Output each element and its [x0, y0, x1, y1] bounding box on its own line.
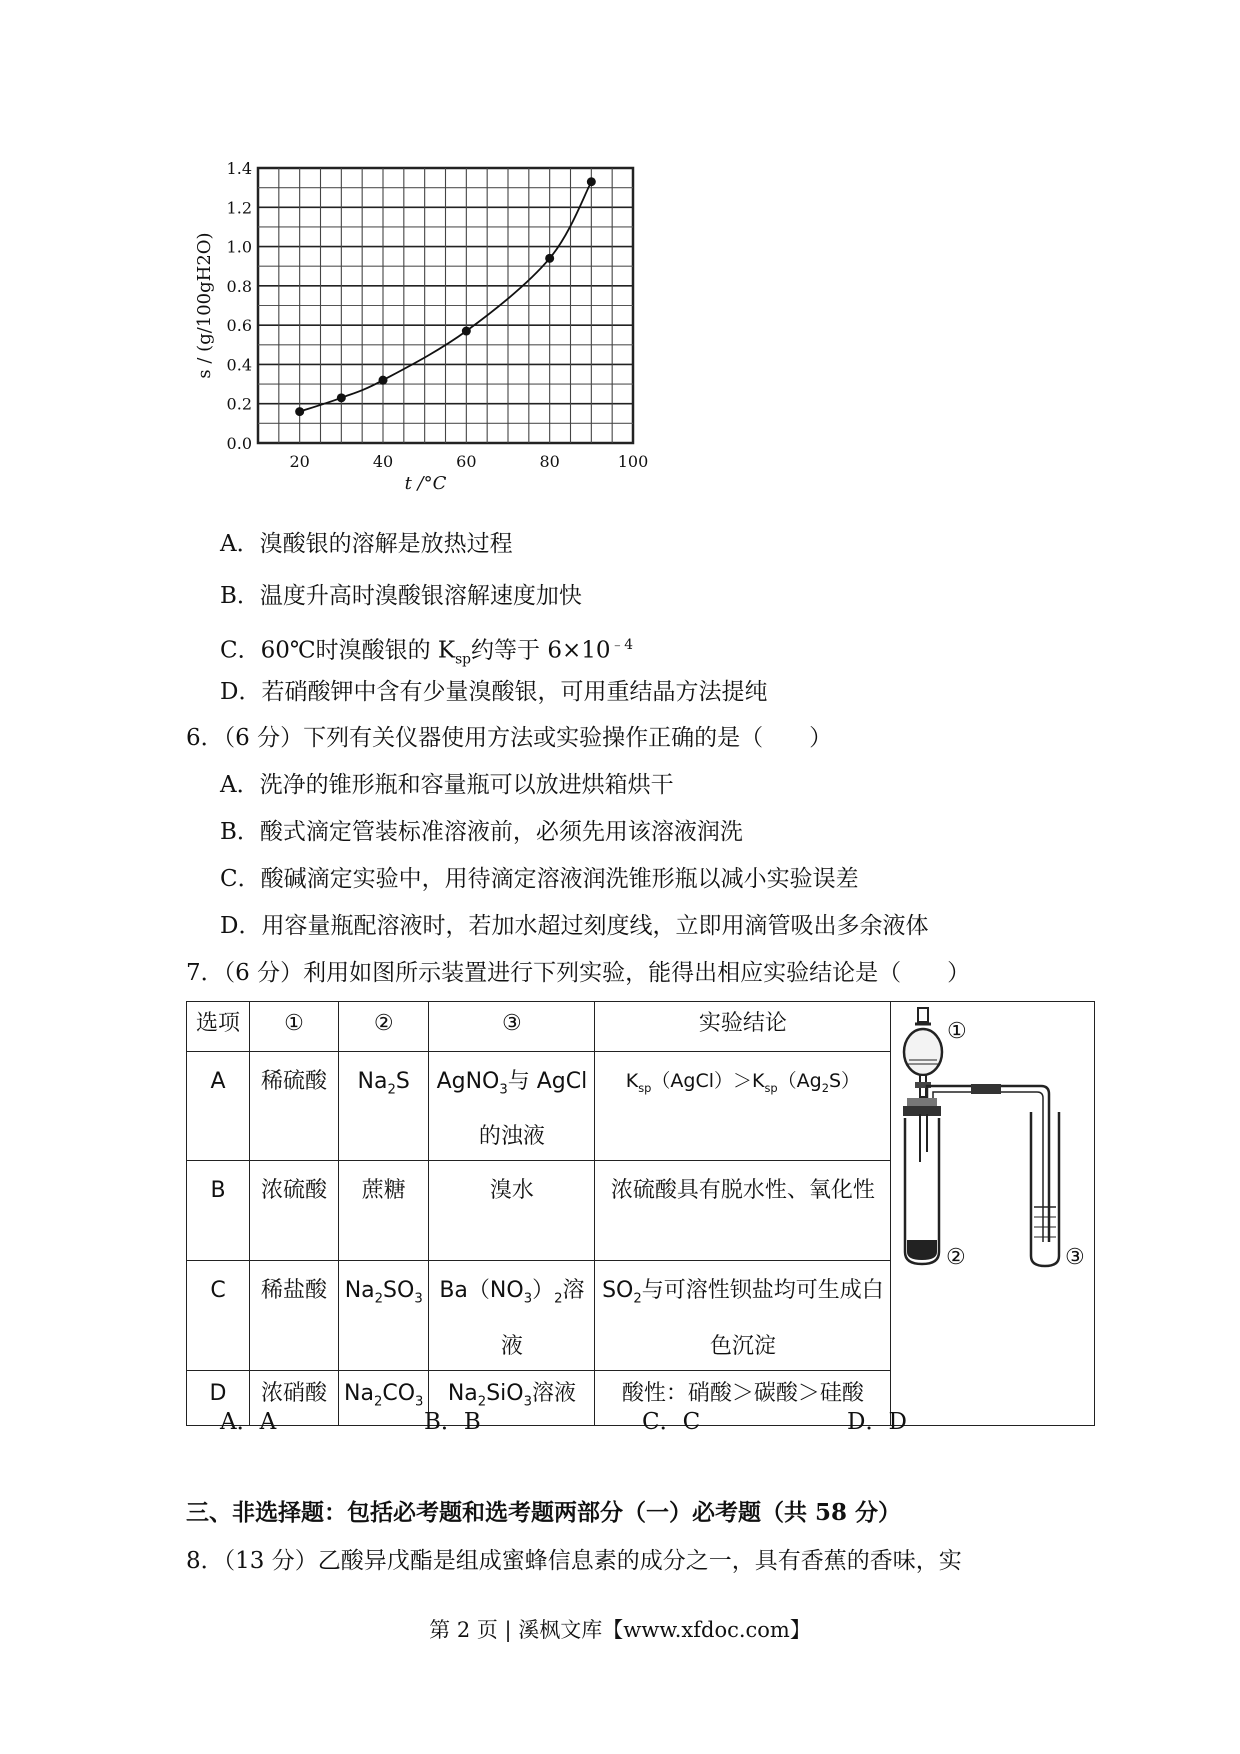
q6-option-a: A．洗净的锥形瓶和容量瓶可以放进烘箱烘干: [220, 772, 674, 798]
row-d-col3: $Na_2SiO_3$溶液: [429, 1370, 595, 1425]
y-axis-label: s / (g/100gH2O): [195, 232, 215, 379]
y-tick-label: 0.0: [226, 434, 252, 453]
q5-option-a: A．溴酸银的溶解是放热过程: [220, 531, 513, 557]
data-point: [337, 393, 346, 402]
label-2: ②: [946, 1245, 967, 1270]
y-tick-label: 1.4: [226, 160, 252, 178]
q7-table: [186, 1001, 1095, 1426]
header-option: 选项: [187, 1002, 250, 1052]
row-a-col3: AgNO$_3$与 AgCl 的浊液: [429, 1052, 595, 1161]
x-tick-label: 80: [539, 452, 560, 471]
row-d-option: D: [187, 1370, 250, 1425]
row-a-col2: $Na_2S$: [339, 1052, 429, 1161]
q6-option-d: D．用容量瓶配溶液时，若加水超过刻度线，立即用滴管吸出多余液体: [220, 913, 929, 939]
data-point: [545, 254, 554, 263]
y-tick-label: 0.6: [226, 316, 252, 336]
row-a-col1: 稀硫酸: [250, 1052, 339, 1161]
header-3: ③: [429, 1002, 595, 1052]
x-axis-label: t /°C: [404, 473, 447, 494]
y-tick-label: 0.2: [226, 394, 252, 414]
row-b-col3: 溴水: [429, 1161, 595, 1261]
y-tick-label: 1.0: [226, 237, 252, 257]
q7-choice-b: B．B: [424, 1409, 481, 1435]
solubility-chart-svg: [195, 160, 655, 500]
q6-stem: 6．（6 分）下列有关仪器使用方法或实验操作正确的是（ ）: [186, 725, 833, 751]
row-c-option: C: [187, 1261, 250, 1370]
row-c-conclusion: $SO_2$与可溶性钡盐均可生成白色沉淀: [595, 1261, 891, 1370]
q5-option-b: B．温度升高时溴酸银溶解速度加快: [220, 583, 582, 609]
q7-choice-d: D．D: [847, 1409, 907, 1435]
x-tick-label: 20: [289, 452, 310, 471]
x-tick-label: 100: [617, 452, 649, 471]
label-1: ①: [947, 1019, 968, 1044]
table-header-row: [187, 1002, 1095, 1052]
row-b-col2: 蔗糖: [339, 1161, 429, 1261]
y-tick-label: 0.8: [226, 276, 252, 296]
q6-option-c: C．酸碱滴定实验中，用待滴定溶液润洗锥形瓶以减小实验误差: [220, 866, 859, 892]
q5-option-c: C．60℃时溴酸银的 $K_{sp}$约等于 $6\times 10^{﹣4}$: [220, 637, 634, 668]
section-3-heading: 三、非选择题：包括必考题和选考题两部分（一）必考题（共 58 分）: [186, 1499, 902, 1526]
header-2: ②: [339, 1002, 429, 1052]
apparatus-diagram: [891, 1002, 1091, 1402]
x-tick-label: 60: [456, 452, 477, 471]
y-tick-label: 1.2: [226, 198, 252, 218]
row-d-col1: 浓硝酸: [250, 1370, 339, 1425]
solubility-chart: [195, 160, 655, 500]
label-3: ③: [1065, 1245, 1086, 1270]
q7-stem: 7．（6 分）利用如图所示装置进行下列实验，能得出相应实验结论是（ ）: [186, 960, 971, 986]
q7-choice-c: C．C: [642, 1409, 701, 1435]
data-point: [587, 177, 596, 186]
q5-option-d: D．若硝酸钾中含有少量溴酸银，可用重结晶方法提纯: [220, 679, 768, 705]
q6-option-b: B．酸式滴定管装标准溶液前，必须先用该溶液润洗: [220, 819, 743, 845]
y-tick-label: 0.4: [226, 355, 252, 375]
row-a-option: A: [187, 1052, 250, 1161]
data-point: [462, 327, 471, 336]
x-tick-label: 40: [372, 452, 394, 471]
header-conclusion: 实验结论: [595, 1002, 891, 1052]
data-point: [295, 407, 304, 416]
data-point: [379, 376, 388, 385]
apparatus-cell: [891, 1002, 1095, 1426]
row-c-col3: $Ba(NO_3)_2$溶液: [429, 1261, 595, 1370]
row-b-option: B: [187, 1161, 250, 1261]
header-1: ①: [250, 1002, 339, 1052]
row-b-conclusion: 浓硫酸具有脱水性、氧化性: [595, 1161, 891, 1261]
row-b-col1: 浓硫酸: [250, 1161, 339, 1261]
q7-choice-a: A．A: [220, 1409, 277, 1435]
q8-stem: 8．（13 分）乙酸异戊酯是组成蜜蜂信息素的成分之一，具有香蕉的香味，实: [186, 1548, 962, 1574]
page-footer: 第 2 页 | 溪枫文库【www.xfdoc.com】: [429, 1618, 811, 1642]
row-c-col2: $Na_2SO_3$: [339, 1261, 429, 1370]
row-a-conclusion: $K_{sp}(AgCl)>K_{sp}(Ag_2S)$: [595, 1052, 891, 1161]
row-d-col2: $Na_2CO_3$: [339, 1370, 429, 1425]
row-c-col1: 稀盐酸: [250, 1261, 339, 1370]
row-d-conclusion: 酸性：硝酸＞碳酸＞硅酸: [595, 1370, 891, 1425]
